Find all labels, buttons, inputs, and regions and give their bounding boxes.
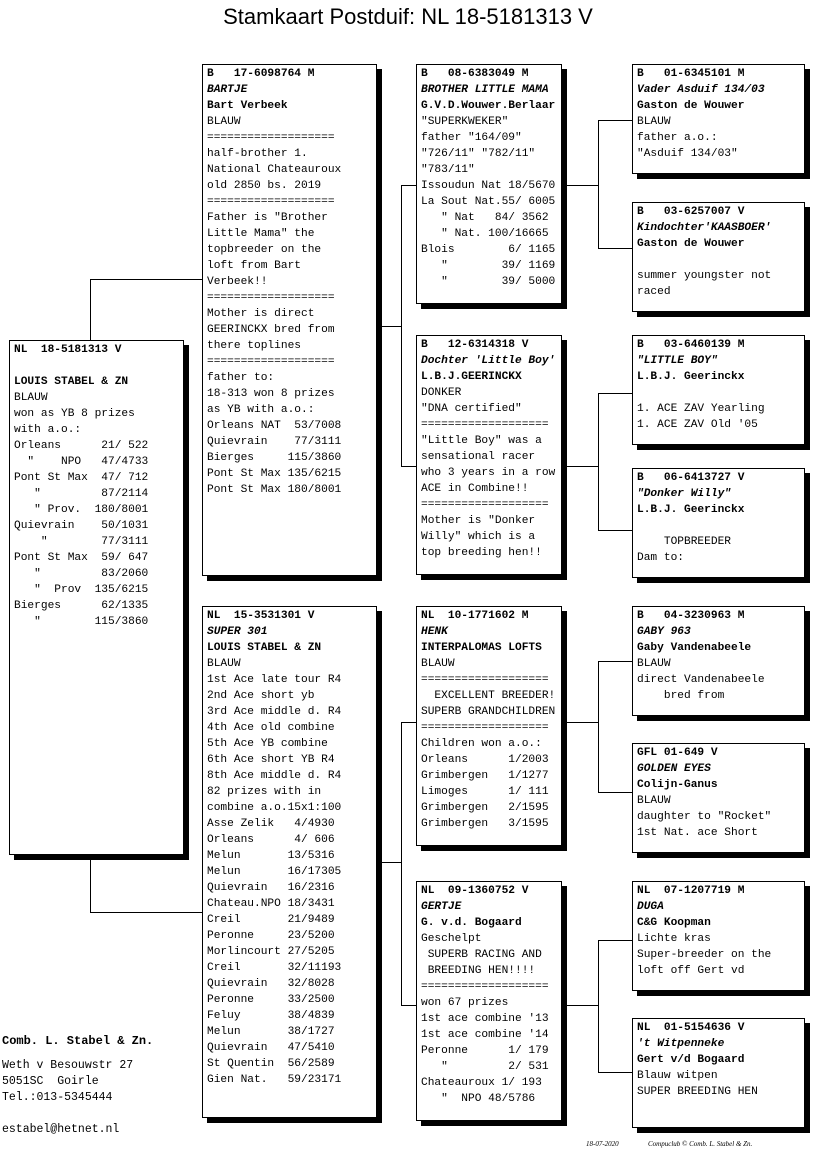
breeder-name: L.B.J.GEERINCKX [421,371,522,383]
info-line: old 2850 bs. 2019 [207,180,322,192]
info-line: Pont St Max 59/ 647 [14,552,149,564]
info-line: 1. ACE ZAV Yearling [637,403,765,415]
info-line: "Asduif 134/03" [637,148,738,160]
info-line: Creil 32/11193 [207,962,342,974]
info-line: " 39/ 5000 [421,276,556,288]
info-line: raced [637,286,671,298]
ring-number: B 06-6413727 V [637,472,745,484]
info-line: =================== [421,981,549,993]
info-line: BLAUW [637,116,671,128]
info-line: " Nat 84/ 3562 [421,212,549,224]
info-line: =================== [207,292,335,304]
connector-line [382,862,402,863]
pigeon-name: Dochter 'Little Boy' [421,355,556,367]
info-line: half-brother 1. [207,148,308,160]
breeder-name: Colijn-Ganus [637,779,718,791]
breeder-name: INTERPALOMAS LOFTS [421,642,542,654]
pigeon-card-ggparent-7 [632,881,805,991]
info-line: bred from [637,690,725,702]
info-line: GEERINCKX bred from [207,324,335,336]
info-line: =================== [421,419,549,431]
info-line: Chateau.NPO 18/3431 [207,898,335,910]
breeder-name: L.B.J. Geerinckx [637,371,745,383]
pigeon-name: GOLDEN EYES [637,763,711,775]
info-line: "726/11" "782/11" [421,148,536,160]
info-line: Mother is direct [207,308,315,320]
info-line: SUPERB RACING AND [421,949,542,961]
info-line: top breeding hen!! [421,547,542,559]
info-line: Super-breeder on the [637,949,772,961]
connector-line [566,466,599,467]
info-line: SUPER BREEDING HEN [637,1086,758,1098]
info-line: sensational racer [421,451,536,463]
info-line: TOPBREEDER [637,536,731,548]
pigeon-card-paternal-grandmother [416,335,562,575]
info-line: won 67 prizes [421,997,509,1009]
info-line: 5th Ace YB combine [207,738,328,750]
ring-number: B 01-6345101 M [637,68,745,80]
info-line: " 87/2114 [14,488,149,500]
info-line [637,252,800,268]
info-line: 6th Ace short YB R4 [207,754,335,766]
footer-street: Weth v Besouwstr 27 [2,1059,134,1072]
info-line: =================== [421,674,549,686]
info-line: " Prov. 180/8001 [14,504,149,516]
pigeon-card-paternal-grandfather [416,64,562,304]
info-line: Willy" which is a [421,531,536,543]
info-line: ACE in Combine!! [421,483,529,495]
page-title: Stamkaart Postduif: NL 18-5181313 V [223,4,593,29]
info-line: Orleans 4/ 606 [207,834,335,846]
pigeon-card-subject [9,340,184,855]
info-line: summer youngster not [637,270,772,282]
info-line: Asse Zelik 4/4930 [207,818,335,830]
info-line: " 77/3111 [14,536,149,548]
info-line: =================== [421,722,549,734]
info-line: who 3 years in a row [421,467,556,479]
pigeon-name: Kindochter'KAASBOER' [637,222,772,234]
info-line: "Little Boy" was a [421,435,542,447]
ring-number: NL 01-5154636 V [637,1022,745,1034]
footer-city: 5051SC Goirle [2,1075,99,1088]
info-line: Grimbergen 1/1277 [421,770,549,782]
connector-line [598,393,632,394]
info-line: daughter to "Rocket" [637,811,772,823]
info-line: " 115/3860 [14,616,149,628]
info-line: Grimbergen 3/1595 [421,818,549,830]
info-line: with a.o.: [14,424,82,436]
info-line: 1st Ace late tour R4 [207,674,342,686]
info-line: Quievrain 50/1031 [14,520,149,532]
breeder-name: C&G Koopman [637,917,711,929]
info-line: BLAUW [637,795,671,807]
info-line: =================== [207,196,335,208]
pigeon-name: BARTJE [207,84,248,96]
pigeon-name: GABY 963 [637,626,691,638]
connector-line [90,859,91,912]
info-line: =================== [207,132,335,144]
footer-email: estabel@hetnet.nl [2,1123,120,1136]
pigeon-card-ggparent-3 [632,335,805,445]
footer-company: Comb. L. Stabel & Zn. [2,1034,154,1048]
info-line: " 39/ 1169 [421,260,556,272]
connector-line [598,120,632,121]
info-line: Pont St Max 135/6215 [207,468,342,480]
footer-credit: Compuclub © Comb. L. Stabel & Zn. [648,1140,753,1148]
breeder-name: Bart Verbeek [207,100,288,112]
connector-line [598,393,599,530]
info-line: father a.o.: [637,132,718,144]
pigeon-name: BROTHER LITTLE MAMA [421,84,549,96]
footer-phone: Tel.:013-5345444 [2,1091,113,1104]
info-line: Quievrain 47/5410 [207,1042,335,1054]
ring-number: NL 15-3531301 V [207,610,315,622]
info-line: =================== [421,499,549,511]
info-line: 2nd Ace short yb [207,690,315,702]
info-line: there toplines [207,340,301,352]
info-line: Blauw witpen [637,1070,718,1082]
pigeon-card-maternal-grandfather [416,606,562,846]
info-line: Melun 38/1727 [207,1026,335,1038]
info-line: 18-313 won 8 prizes [207,388,335,400]
connector-line [90,912,203,913]
info-line: 1st ace combine '13 [421,1013,549,1025]
pigeon-name: GERTJE [421,901,462,913]
info-line: 1st Nat. ace Short [637,827,758,839]
pigeon-card-ggparent-2 [632,202,805,312]
info-line: 1st ace combine '14 [421,1029,549,1041]
info-line: Feluy 38/4839 [207,1010,335,1022]
connector-line [598,1072,632,1073]
info-line: 3rd Ace middle d. R4 [207,706,342,718]
info-line: " Prov 135/6215 [14,584,149,596]
info-line: Melun 16/17305 [207,866,342,878]
info-line: Morlincourt 27/5205 [207,946,335,958]
pigeon-name: "Donker Willy" [637,488,731,500]
connector-line [566,722,599,723]
info-line: loft from Bart [207,260,301,272]
info-line: BLAUW [421,658,455,670]
info-line: Little Mama" the [207,228,315,240]
info-line: "783/11" [421,164,475,176]
ring-number: NL 09-1360752 V [421,885,529,897]
connector-line [566,1005,599,1006]
info-line: Blois 6/ 1165 [421,244,556,256]
pigeon-card-ggparent-8 [632,1018,805,1128]
breeder-name: Gaston de Wouwer [637,238,745,250]
ring-number: B 03-6257007 V [637,206,745,218]
info-line: Children won a.o.: [421,738,542,750]
ring-number: B 03-6460139 M [637,339,745,351]
ring-number: NL 18-5181313 V [14,344,122,356]
info-line: Limoges 1/ 111 [421,786,549,798]
connector-line [598,661,632,662]
info-line: father "164/09" [421,132,522,144]
info-line: Pont St Max 47/ 712 [14,472,149,484]
info-line: Peronne 23/5200 [207,930,335,942]
connector-line [598,792,632,793]
info-line: Melun 13/5316 [207,850,335,862]
footer-date: 18-07-2020 [586,1140,619,1148]
connector-line [598,530,632,531]
info-line: Geschelpt [421,933,482,945]
pigeon-name: "LITTLE BOY" [637,355,718,367]
info-line: Orleans 1/2003 [421,754,549,766]
info-line: Grimbergen 2/1595 [421,802,549,814]
pigeon-card-maternal-grandmother [416,881,562,1121]
connector-line [401,1005,416,1006]
pigeon-name: 't Witpenneke [637,1038,725,1050]
info-line: 82 prizes with in [207,786,322,798]
info-line: " 2/ 531 [421,1061,549,1073]
info-line: " 83/2060 [14,568,149,580]
breeder-name: L.B.J. Geerinckx [637,504,745,516]
breeder-name: LOUIS STABEL & ZN [207,642,322,654]
info-line: BLAUW [207,658,241,670]
info-line: Verbeek!! [207,276,268,288]
info-line: combine a.o.15x1:100 [207,802,342,814]
info-line: topbreeder on the [207,244,322,256]
info-line: Quievrain 16/2316 [207,882,335,894]
info-line: Bierges 115/3860 [207,452,342,464]
info-line: Issoudun Nat 18/5670 [421,180,556,192]
info-line: as YB with a.o.: [207,404,315,416]
connector-line [401,185,416,186]
info-line: Orleans NAT 53/7008 [207,420,342,432]
info-line: Quievrain 77/3111 [207,436,342,448]
pigeon-card-ggparent-1 [632,64,805,174]
info-line: National Chateauroux [207,164,342,176]
breeder-name: Gaby Vandenabeele [637,642,752,654]
info-line: loft off Gert vd [637,965,745,977]
info-line: " Nat. 100/16665 [421,228,549,240]
pigeon-name: DUGA [637,901,664,913]
connector-line [598,661,599,792]
info-line [637,518,800,534]
info-line: Peronne 33/2500 [207,994,335,1006]
info-line: Pont St Max 180/8001 [207,484,342,496]
connector-line [566,185,599,186]
info-line: Gien Nat. 59/23171 [207,1074,342,1086]
connector-line [598,120,599,248]
info-line: La Sout Nat.55/ 6005 [421,196,556,208]
info-line: father to: [207,372,275,384]
info-line: 1. ACE ZAV Old '05 [637,419,758,431]
info-line: 4th Ace old combine [207,722,335,734]
info-line: DONKER [421,387,462,399]
breeder-name: LOUIS STABEL & ZN [14,376,129,388]
pigeon-card-mother [202,606,377,1118]
info-line: Peronne 1/ 179 [421,1045,549,1057]
pigeon-card-father [202,64,377,576]
info-line: Lichte kras [637,933,711,945]
info-line: Quievrain 32/8028 [207,978,335,990]
connector-line [598,940,599,1072]
info-line: Father is "Brother [207,212,328,224]
info-line: =================== [207,356,335,368]
ring-number: GFL 01-649 V [637,747,718,759]
info-line: BLAUW [14,392,48,404]
info-line [637,385,800,401]
info-line: St Quentin 56/2589 [207,1058,335,1070]
info-line: "SUPERKWEKER" [421,116,509,128]
pigeon-card-ggparent-4 [632,468,805,578]
connector-line [401,722,402,1005]
connector-line [598,248,632,249]
pigeon-name: HENK [421,626,448,638]
info-line: Mother is "Donker [421,515,536,527]
info-line: Bierges 62/1335 [14,600,149,612]
info-line: SUPERB GRANDCHILDREN [421,706,556,718]
info-line: Orleans 21/ 522 [14,440,149,452]
info-line: BLAUW [207,116,241,128]
breeder-name: Gert v/d Bogaard [637,1054,745,1066]
info-line: direct Vandenabeele [637,674,765,686]
info-line: Chateauroux 1/ 193 [421,1077,542,1089]
ring-number: NL 07-1207719 M [637,885,745,897]
pigeon-card-ggparent-5 [632,606,805,716]
breeder-name: G. v.d. Bogaard [421,917,522,929]
ring-number: NL 10-1771602 M [421,610,529,622]
connector-line [598,940,632,941]
connector-line [401,722,416,723]
info-line: " NPO 47/4733 [14,456,149,468]
info-line: 8th Ace middle d. R4 [207,770,342,782]
ring-number: B 08-6383049 M [421,68,529,80]
connector-line [90,279,203,280]
connector-line [401,466,416,467]
info-line: EXCELLENT BREEDER! [421,690,556,702]
connector-line [90,279,91,340]
info-line: won as YB 8 prizes [14,408,135,420]
breeder-name: Gaston de Wouwer [637,100,745,112]
ring-number: B 04-3230963 M [637,610,745,622]
info-line: " NPO 48/5786 [421,1093,536,1105]
pigeon-card-ggparent-6 [632,743,805,853]
pigeon-name: Vader Asduif 134/03 [637,84,765,96]
info-line: BREEDING HEN!!!! [421,965,536,977]
info-line: Dam to: [637,552,684,564]
pigeon-name [14,358,179,374]
connector-line [382,326,402,327]
breeder-name: G.V.D.Wouwer.Berlaar [421,100,556,112]
ring-number: B 12-6314318 V [421,339,529,351]
info-line: BLAUW [637,658,671,670]
info-line: Creil 21/9489 [207,914,335,926]
pigeon-name: SUPER 301 [207,626,268,638]
ring-number: B 17-6098764 M [207,68,315,80]
info-line: "DNA certified" [421,403,522,415]
